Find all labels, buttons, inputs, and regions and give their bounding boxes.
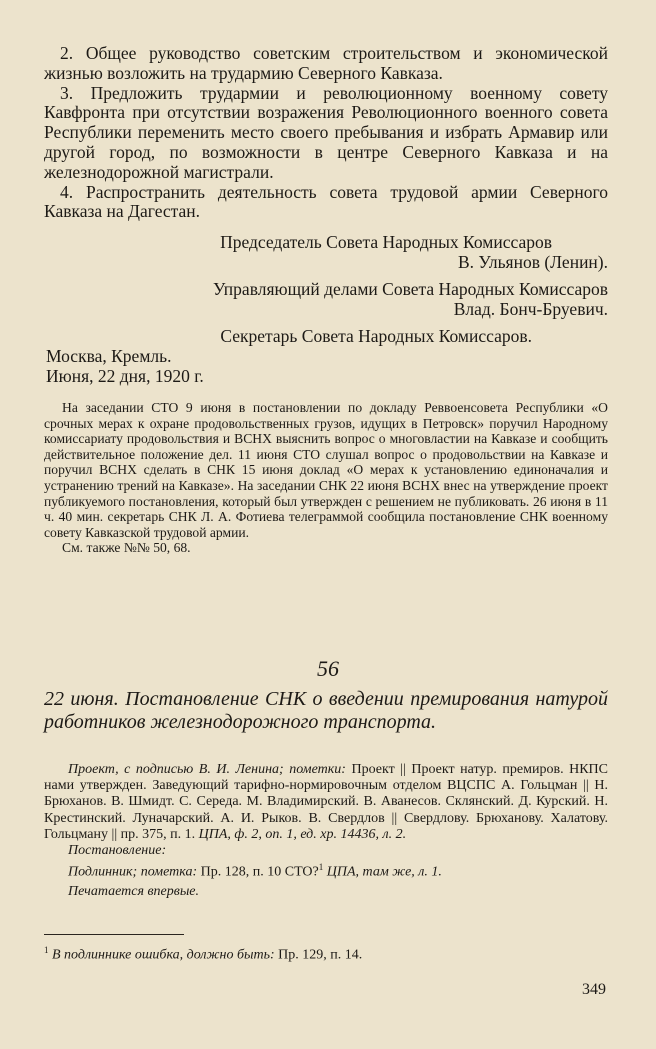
place-date-block — [44, 346, 608, 386]
footnote-divider — [44, 934, 184, 935]
signature-manager-title: Управляющий делами Совета Народных Комиссаров — [212, 279, 608, 299]
archival-project — [44, 762, 608, 843]
original-label: Подлинник; пометка: — [68, 864, 198, 880]
footnote — [44, 942, 608, 964]
signature-block — [44, 232, 608, 346]
place-line: Москва, Кремль. — [46, 346, 172, 366]
archival-printed-first — [44, 884, 608, 900]
archival-block — [44, 762, 608, 900]
footnote-mark: 1 — [44, 945, 49, 955]
main-text-block — [44, 44, 608, 222]
signature-chairman-title: Председатель Совета Народных Комиссаров — [220, 232, 552, 252]
footnote-label: В подлиннике ошибка, должно быть: — [52, 947, 275, 963]
archival-resolution — [44, 843, 608, 859]
paragraph-3: 3. Предложить трудармии и революционному военному совету Кавфронта при отсутствии возражения Революционного военного совета Республики переменить место своего пребывания и избрать Армавир или другой город, по возможности в центре Северного Кавказа и на железнодорожной магистрали. — [44, 82, 608, 182]
archival-original — [44, 859, 608, 881]
signature-secretary-title: Секретарь Совета Народных Комиссаров. — [220, 326, 532, 346]
project-label: Проект, с подписью В. И. Ленина; пометки: — [68, 762, 346, 777]
footnote-reference: 1 — [318, 862, 324, 873]
commentary-block — [44, 400, 608, 556]
footnote-text: Пр. 129, п. 14. — [278, 947, 363, 963]
original-text: Пр. 128, п. 10 СТО? — [200, 864, 319, 880]
signature-manager-name: Влад. Бонч-Бруевич. — [453, 299, 608, 319]
document-title: 22 июня. Постановление СНК о введении премирования натурой работников железнодорожного транспорта. — [44, 688, 608, 733]
commentary-text: На заседании СТО 9 июня в постановлении по докладу Реввоенсовета Республики «О срочных мерах к охране продовольственных грузов, идущих в Петровск» поручил Народному комиссариату продовольствия и ВСНХ выяснить вопрос о многовластии на Кавказе и сообщить действительное положение дел. 11 июня СТО слушал вопрос о продовольствии на Кавказе и поручил ВСНХ сделать в СНК 15 июня доклад «О мерах к установлению единоначалия и устранению трений на Кавказе». На заседании СНК 22 июня ВСНХ внес на утверждение проект публикуемого постановления, который был утвержден с решением не публиковать. 26 июня в 11 ч. 40 мин. секретарь СНК Л. А. Фотиева телеграммой сообщила постановление СНК военному совету Кавказской трудовой армии. — [44, 400, 608, 540]
document-title-block — [44, 688, 608, 733]
signature-chairman-name: В. Ульянов (Ленин). — [458, 252, 608, 272]
resolution-label: Постановление: — [68, 843, 167, 859]
printed-first: Печатается впервые. — [68, 884, 200, 900]
page-number: 349 — [582, 981, 606, 998]
document-number: 56 — [317, 656, 339, 681]
project-archive: ЦПА, ф. 2, оп. 1, ед. хр. 14436, л. 2. — [198, 826, 407, 842]
project-text: Проект || Проект натур. премиров. НКПС нами утвержден. Заведующий тарифно-нормировочным отделом ВЦСПС А. Гольцман || Н. Брюханов. В. Шмидт. С. Середа. М. Владимирский. В. Аванесов. Склянский. Д. Курский. Н. Крестинский. Луначарский. А. И. Рыков. В. Свердлов || Свердлову. Брюханову. Халатову. Гольцману || пр. 375, п. 1. — [44, 762, 608, 842]
original-archive: ЦПА, там же, л. 1. — [326, 864, 442, 880]
paragraph-4: 4. Распространить деятельность совета трудовой армии Северного Кавказа на Дагестан. — [44, 181, 608, 222]
date-line: Июня, 22 дня, 1920 г. — [46, 366, 204, 386]
paragraph-2: 2. Общее руководство советским строительством и экономической жизнью возложить на трудармию Северного Кавказа. — [44, 43, 608, 83]
see-also-line: См. также №№ 50, 68. — [62, 540, 191, 556]
